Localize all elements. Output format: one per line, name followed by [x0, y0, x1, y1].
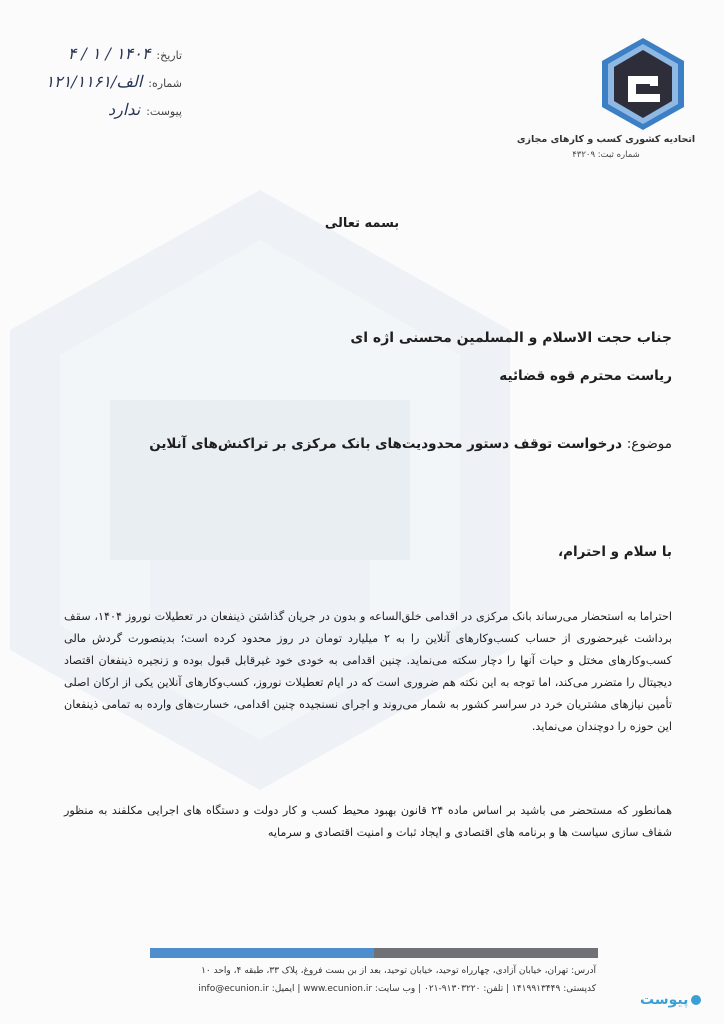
peivast-brand	[640, 992, 701, 1008]
subject	[149, 436, 672, 452]
recipient: جناب حجت الاسلام و المسلمین محسنی اژه ای	[350, 330, 672, 346]
union-logo-icon	[598, 36, 688, 132]
date-row	[22, 44, 182, 72]
footer-bar-blue	[150, 948, 374, 958]
body-paragraph-1: احتراما به استحضار می‌رساند بانک مرکزی در اقدامی خلق‌الساعه و بدون در جریان گذاشتن ذینفعان در تعطیلات نوروز ۱۴۰۴، سقف برداشت غیرحضوری از حساب کسب‌وکارهای آنلاین را به ۲ میلیارد تومان در روز محدود کرده است؛ بدینصورت گردش مالی کسب‌وکارهای مختل و حیات آنها را دچار سکته می‌نماید. چنین اقدامی به خودی خود غیرقابل قبول بوده و زنجیره ذینفعان اقتصاد دیجیتال را متضرر می‌کند، اما توجه به این نکته هم ضروری است که در ایام تعطیلات نوروز، کسب‌وکارهای آنلاین یکی از ارکان اصلی تأمین نیازهای مشتریان خرد در سراسر کشور به شمار می‌روند و اجرای نسنجیده چنین اقدامی، خسارت‌های وارده به تمامی ذینفعان این حوزه را دوچندان می‌نماید.	[64, 610, 672, 733]
attachment-row	[22, 100, 182, 128]
letter-meta	[22, 44, 182, 128]
recipient-title: ریاست محترم قوه قضائیه	[499, 368, 672, 384]
number-value: الف/۱۲۱/۱۱۶۱	[45, 72, 143, 91]
number-label: شماره:	[148, 77, 182, 90]
basmala: بسمه تعالی	[324, 216, 400, 231]
footer-contact: کدپستی: ۱۴۱۹۹۱۳۴۴۹ | تلفن: ۹۱۳۰۳۲۲۰-۰۲۱ | وب سایت: www.ecunion.ir | ایمیل: info@ecunion.ir	[198, 984, 596, 994]
footer-bar	[150, 948, 598, 958]
footer-address: آدرس: تهران، خیابان آزادی، چهارراه توحید، خیابان توحید، بعد از بن بست فروغ، پلاک ۳۳، طبقه ۴، واحد ۱۰	[201, 966, 596, 976]
peivast-logo-icon	[691, 995, 701, 1005]
date-label: تاریخ:	[156, 49, 182, 62]
subject-text: درخواست توقف دستور محدودیت‌های بانک مرکزی بر تراکنش‌های آنلاین	[149, 436, 623, 452]
footer-bar-grey	[374, 948, 598, 958]
attachment-value: ندارد	[108, 100, 141, 119]
number-row	[22, 72, 182, 100]
brand-name: پیوست	[640, 992, 689, 1008]
org-name: اتحادیه کشوری کسب و کارهای مجازی	[516, 134, 696, 145]
date-value: ۱۴۰۴ / ۱ / ۴	[67, 44, 151, 63]
registration-number: شماره ثبت: ۴۳۲۰۹	[572, 150, 640, 160]
greeting: با سلام و احترام،	[558, 544, 672, 560]
attachment-label: پیوست:	[146, 105, 182, 118]
subject-label: موضوع:	[626, 436, 672, 452]
body-paragraph-2: همانطور که مستحضر می باشید بر اساس ماده ۲۴ قانون بهبود محیط کسب و کار دولت و دستگاه های اجرایی مکلفند به منظور شفاف سازی سیاست ها و برنامه های اقتصادی و ایجاد ثبات و امنیت اقتصادی و سرمایه	[64, 804, 672, 839]
